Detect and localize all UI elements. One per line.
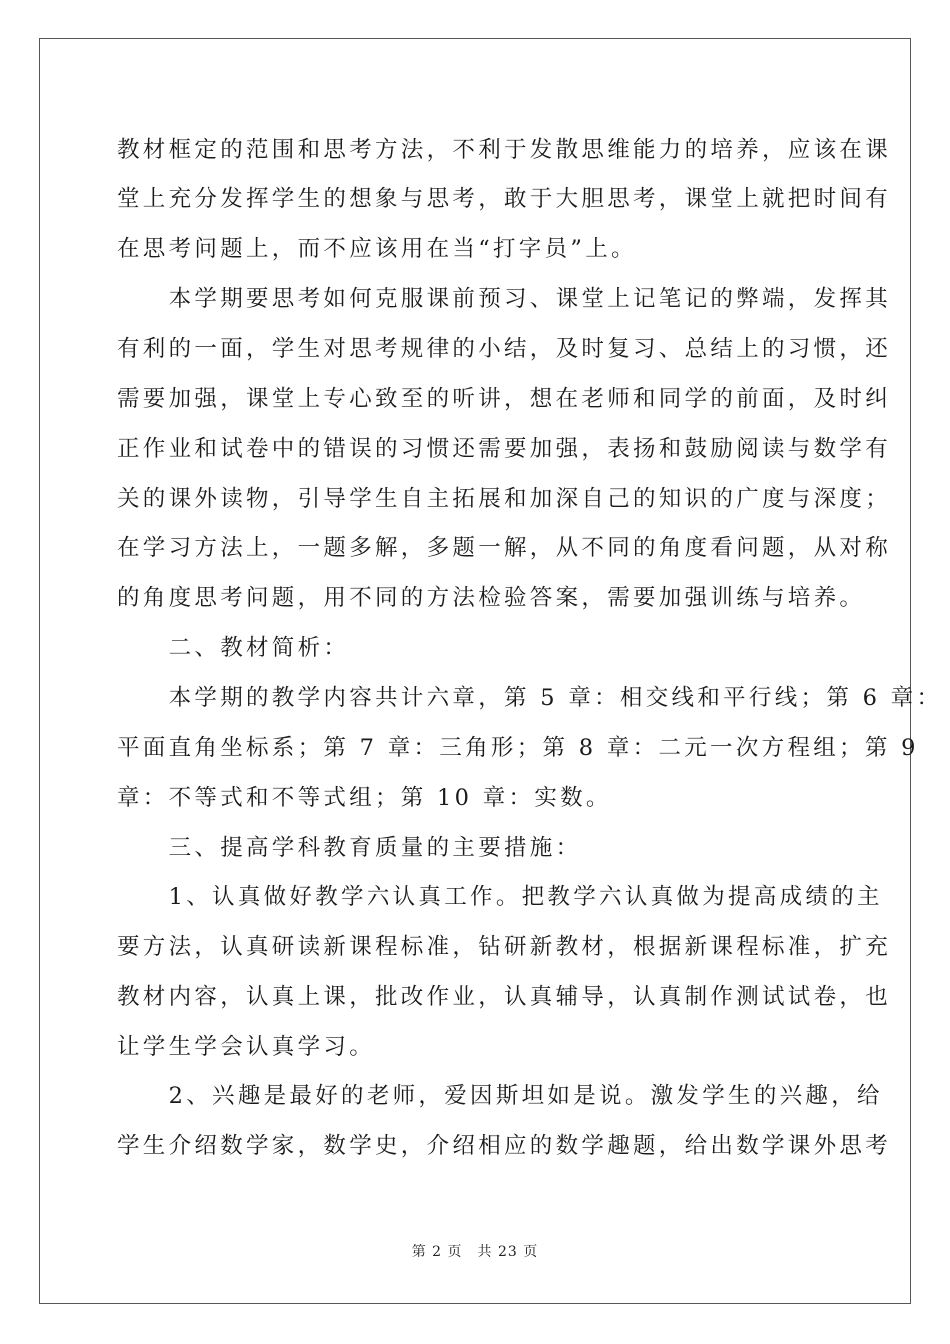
page-number: 第 2 页 共 23 页 [411, 1244, 539, 1260]
page-frame [39, 38, 943, 1304]
text-line: 关的课外读物，引导学生自主拓展和加深自己的知识的广度与深度； [117, 486, 892, 512]
text-line: 在学习方法上，一题多解，多题一解，从不同的角度看问题，从对称 [117, 535, 892, 561]
text-line: 本学期要思考如何克服课前预习、课堂上记笔记的弊端，发挥其 [117, 286, 892, 312]
text-line: 堂上充分发挥学生的想象与思考，敢于大胆思考，课堂上就把时间有 [117, 186, 892, 212]
text-line: 有利的一面，学生对思考规律的小结，及时复习、总结上的习惯，还 [117, 336, 892, 362]
text-line: 要方法，认真研读新课程标准，钻研新教材，根据新课程标准，扩充 [117, 934, 892, 960]
text-line: 正作业和试卷中的错误的习惯还需要加强，表扬和鼓励阅读与数学有 [117, 436, 892, 462]
text-line: 平面直角坐标系；第 7 章：三角形；第 8 章：二元一次方程组；第 9 [117, 735, 919, 761]
text-line: 需要加强，课堂上专心致至的听讲，想在老师和同学的前面，及时纠 [117, 386, 892, 412]
text-line: 1、认真做好教学六认真工作。把教学六认真做为提高成绩的主 [117, 884, 883, 910]
text-line: 学生介绍数学家，数学史，介绍相应的数学趣题，给出数学课外思考 [117, 1133, 892, 1159]
text-line: 本学期的教学内容共计六章，第 5 章：相交线和平行线；第 6 章： [117, 685, 943, 711]
section-heading: 三、提高学科教育质量的主要措施： [117, 835, 582, 861]
text-line: 在思考问题上，而不应该用在当“打字员”上。 [117, 236, 637, 262]
text-line: 2、兴趣是最好的老师，爱因斯坦如是说。激发学生的兴趣，给 [117, 1083, 883, 1109]
section-heading: 二、教材简析： [117, 635, 350, 661]
text-line: 章：不等式和不等式组；第 10 章：实数。 [117, 785, 612, 811]
text-line: 的角度思考问题，用不同的方法检验答案，需要加强训练与培养。 [117, 585, 866, 611]
text-line: 让学生学会认真学习。 [117, 1034, 376, 1060]
text-line: 教材内容，认真上课，批改作业，认真辅导，认真制作测试试卷，也 [117, 984, 892, 1010]
text-line: 教材框定的范围和思考方法，不利于发散思维能力的培养，应该在课 [117, 137, 892, 163]
